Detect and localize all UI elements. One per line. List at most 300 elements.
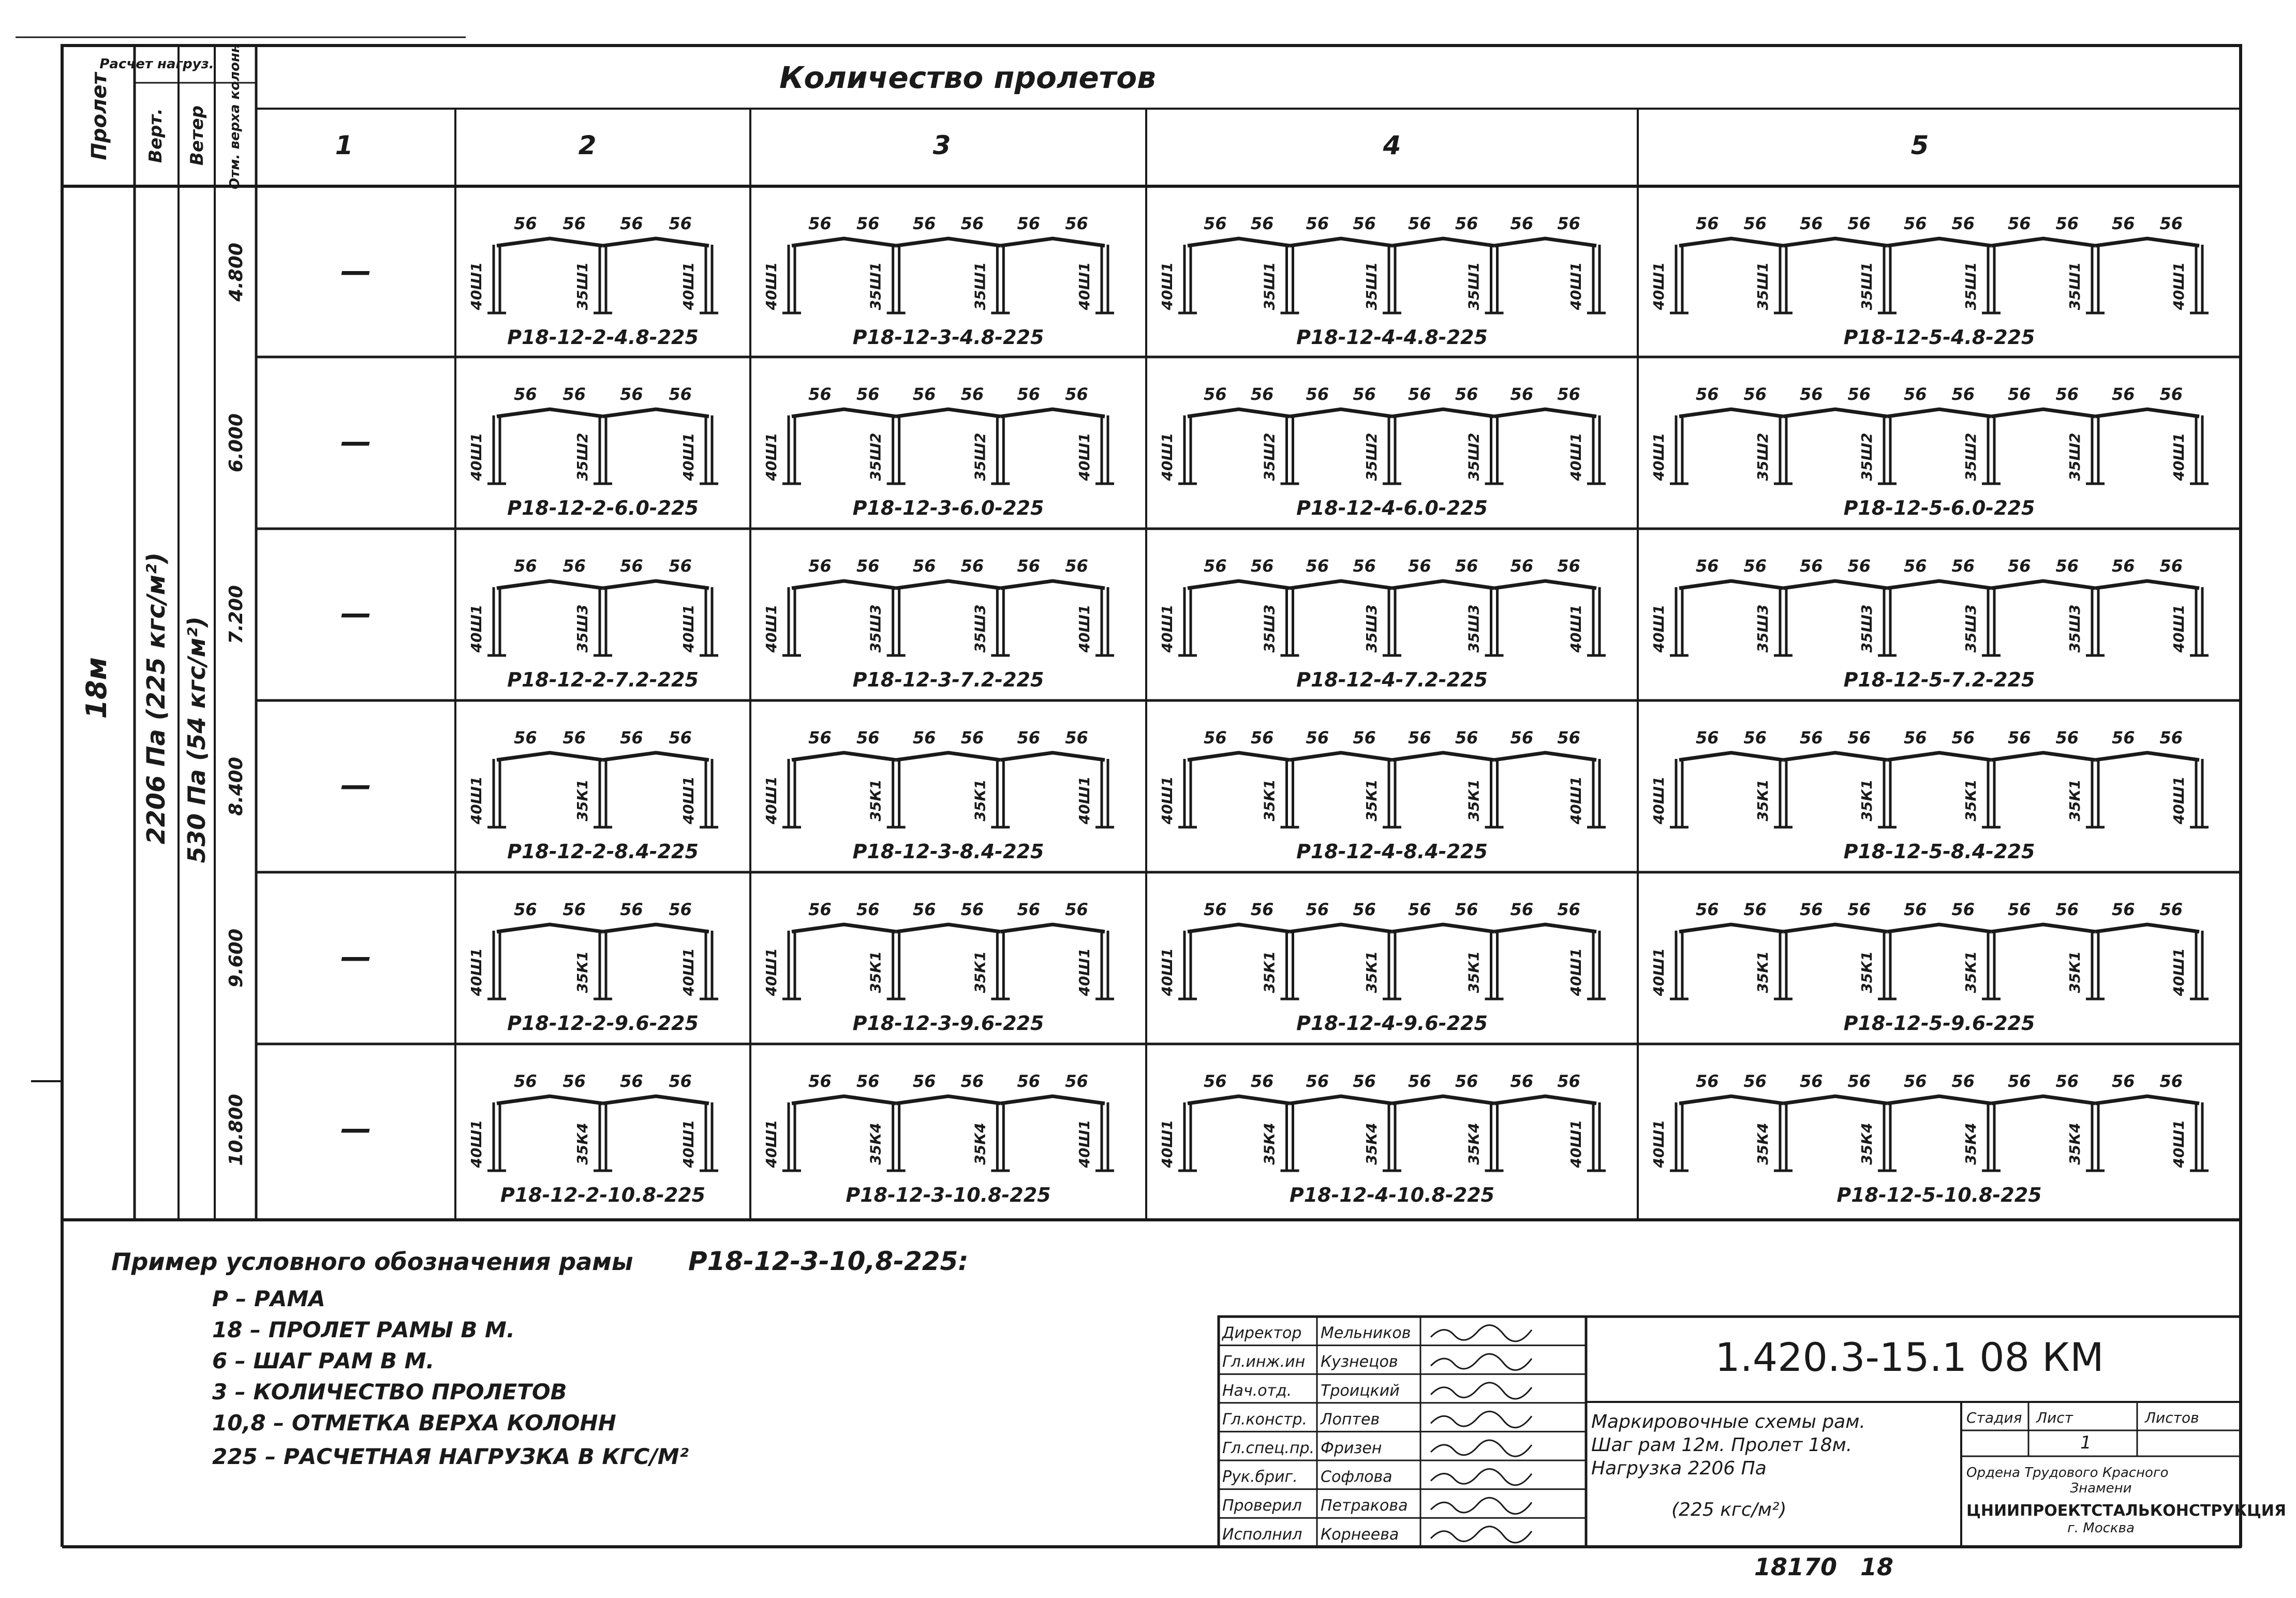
inner-column-label: 35К4 (1261, 1123, 1278, 1165)
inner-column-label: 35Ш1 (867, 262, 884, 310)
inner-column-label: 35К4 (574, 1123, 591, 1165)
beam-label: 56 (1800, 1071, 1823, 1091)
beam-label: 56 (1455, 1071, 1478, 1091)
outer-column-label: 40Ш1 (1076, 948, 1093, 996)
col-wind-header: Ветер (187, 105, 208, 166)
beam-label: 56 (808, 728, 832, 748)
roof-beam (1290, 581, 1393, 588)
inner-column-label: 35Ш3 (971, 604, 989, 653)
beam-label: 56 (514, 900, 537, 919)
beam-label: 56 (2055, 728, 2079, 748)
roof-beam (497, 753, 603, 760)
beam-label: 56 (1250, 556, 1274, 576)
outer-column-label: 40Ш1 (468, 262, 485, 310)
roof-beam (1783, 1096, 1887, 1103)
roof-beam (1783, 409, 1887, 416)
frame-label: P18-12-5-4.8-225 (1843, 326, 2035, 349)
sheet-description-4: (225 кгс/м²) (1671, 1499, 1787, 1520)
beam-label: 56 (1065, 214, 1088, 233)
org-name: ЦНИИПРОЕКТСТАЛЬКОНСТРУКЦИЯ (1966, 1502, 2287, 1520)
page-number: 18 (1860, 1553, 1894, 1581)
beam-label: 56 (1353, 214, 1376, 233)
beam-label: 56 (1204, 556, 1227, 576)
beam-label: 56 (912, 1071, 936, 1091)
roof-beam (2095, 1096, 2199, 1103)
org-city: г. Москва (2067, 1520, 2135, 1536)
frame-label: P18-12-4-7.2-225 (1296, 668, 1488, 691)
beam-label: 56 (1065, 1071, 1088, 1091)
frame-scheme (468, 728, 718, 863)
beam-label: 56 (1353, 900, 1376, 919)
beam-label: 56 (1306, 556, 1329, 576)
outer-column-label: 40Ш1 (1567, 1119, 1584, 1168)
inner-column-label: 35К1 (867, 779, 884, 822)
stamp-name: Корнеева (1321, 1525, 1399, 1544)
inner-column-label: 35К1 (2066, 779, 2083, 822)
beam-label: 56 (1353, 384, 1376, 404)
beam-label: 56 (1847, 214, 1871, 233)
beam-label: 56 (1951, 728, 1975, 748)
column-top-mark: 6.000 (226, 413, 247, 472)
roof-beam (1679, 924, 1783, 932)
beam-label: 56 (1510, 214, 1534, 233)
beam-label: 56 (960, 728, 984, 748)
beam-label: 56 (1510, 900, 1534, 919)
roof-beam (1188, 1096, 1290, 1103)
beam-label: 56 (808, 384, 832, 404)
column-top-mark: 8.400 (226, 757, 247, 816)
inner-column-label: 35К4 (867, 1123, 884, 1165)
beam-label: 56 (1408, 1071, 1431, 1091)
beam-label: 56 (960, 1071, 984, 1091)
beam-label: 56 (1800, 384, 1823, 404)
beam-label: 56 (1904, 556, 1927, 576)
col-vert-header: Верт. (145, 108, 166, 163)
roof-beam (896, 581, 1001, 588)
roof-beam (603, 409, 709, 416)
outer-column-label: 40Ш1 (1650, 948, 1667, 996)
outer-column-label: 40Ш1 (1159, 776, 1176, 825)
beam-label: 56 (1353, 728, 1376, 748)
beam-label: 56 (1510, 1071, 1534, 1091)
beam-label: 56 (856, 1071, 880, 1091)
beam-label: 56 (1510, 728, 1534, 748)
roof-beam (1679, 409, 1783, 416)
frame-label: P18-12-5-10.8-225 (1836, 1184, 2042, 1206)
inner-column-label: 35Ш2 (574, 432, 591, 481)
roof-beam (1000, 753, 1105, 760)
span-count-2: 2 (578, 130, 597, 160)
inner-column-label: 35К1 (971, 779, 989, 822)
beam-label: 56 (620, 556, 643, 576)
beam-label: 56 (1904, 900, 1927, 919)
legend-line: P – РАМА (212, 1286, 325, 1311)
roof-beam (792, 924, 896, 932)
beam-label: 56 (2159, 556, 2183, 576)
inner-column-label: 35Ш2 (1261, 432, 1278, 481)
beam-label: 56 (1017, 214, 1041, 233)
beam-label: 56 (1743, 384, 1767, 404)
beam-label: 56 (2112, 384, 2135, 404)
inner-column-label: 35Ш1 (1962, 262, 1979, 310)
frame-scheme (1159, 1071, 1606, 1206)
col-calc-header: Расчет нагруз. (99, 56, 214, 72)
stamp-name: Лоптев (1321, 1410, 1380, 1429)
beam-label: 56 (1306, 384, 1329, 404)
beam-label: 56 (1353, 1071, 1376, 1091)
roof-beam (1991, 581, 2095, 588)
beam-label: 56 (1951, 214, 1975, 233)
inner-column-label: 35К1 (1465, 951, 1483, 993)
outer-column-label: 40Ш1 (1159, 1119, 1176, 1168)
span-count-4: 4 (1383, 130, 1401, 160)
beam-label: 56 (2055, 384, 2079, 404)
frame-label: P18-12-3-10.8-225 (846, 1184, 1051, 1206)
beam-label: 56 (620, 384, 643, 404)
outer-column-label: 40Ш1 (680, 604, 697, 653)
legend-line: 6 – ШАГ РАМ В М. (212, 1348, 435, 1373)
frame-scheme (1159, 728, 1606, 863)
frame-scheme (1159, 384, 1606, 519)
stamp-role: Гл.констр. (1222, 1410, 1308, 1429)
legend (111, 1246, 968, 1469)
frame-scheme (1650, 1071, 2209, 1206)
frame-row (226, 214, 2209, 349)
legend-line: 18 – ПРОЛЕТ РАМЫ В М. (212, 1317, 515, 1342)
outer-column-label: 40Ш1 (1076, 776, 1093, 825)
beam-label: 56 (1800, 214, 1823, 233)
stage-header: Стадия (1966, 1409, 2022, 1426)
beam-label: 56 (1306, 900, 1329, 919)
beam-label: 56 (1743, 556, 1767, 576)
inner-column-label: 35К1 (1858, 951, 1875, 993)
vertical-load: 2206 Па (225 кгс/м²) (142, 552, 171, 845)
inner-column-label: 35К1 (1754, 951, 1771, 993)
stamp-name: Троицкий (1321, 1381, 1400, 1400)
inner-column-label: 35К4 (1465, 1123, 1483, 1165)
outer-column-label: 40Ш1 (468, 432, 485, 481)
stamp-name: Фризен (1321, 1439, 1382, 1457)
inner-column-label: 35К4 (1754, 1123, 1771, 1165)
frame-scheme (468, 900, 718, 1035)
legend-title: Пример условного обозначения рамы (111, 1248, 633, 1276)
outer-column-label: 40Ш1 (1159, 432, 1176, 481)
span-count-5: 5 (1910, 130, 1929, 160)
beam-label: 56 (1800, 900, 1823, 919)
beam-label: 56 (2055, 214, 2079, 233)
roof-beam (1392, 581, 1494, 588)
frame-label: P18-12-4-6.0-225 (1296, 497, 1488, 519)
beam-label: 56 (1455, 556, 1478, 576)
beam-label: 56 (669, 728, 692, 748)
beam-label: 56 (1696, 556, 1719, 576)
beam-label: 56 (514, 1071, 537, 1091)
beam-label: 56 (1250, 214, 1274, 233)
beam-label: 56 (1510, 556, 1534, 576)
inner-column-label: 35К1 (971, 951, 989, 993)
beam-label: 56 (1455, 214, 1478, 233)
beam-label: 56 (2008, 384, 2031, 404)
beam-label: 56 (2112, 728, 2135, 748)
beam-label: 56 (1455, 728, 1478, 748)
outer-column-label: 40Ш1 (468, 1119, 485, 1168)
beam-label: 56 (620, 728, 643, 748)
roof-beam (1887, 1096, 1991, 1103)
roof-beam (1290, 1096, 1393, 1103)
frame-scheme (763, 900, 1114, 1035)
beam-label: 56 (1800, 556, 1823, 576)
no-frame-dash: — (340, 767, 372, 803)
table-header (87, 43, 1929, 189)
beam-label: 56 (1408, 214, 1431, 233)
beam-label: 56 (1065, 900, 1088, 919)
roof-beam (1392, 753, 1494, 760)
roof-beam (603, 924, 709, 932)
beam-label: 56 (1904, 214, 1927, 233)
roof-beam (1887, 409, 1991, 416)
signature (1431, 1527, 1532, 1543)
roof-beam (2095, 581, 2199, 588)
wind-load: 530 Па (54 кгс/м²) (183, 616, 211, 863)
frame-label: P18-12-2-9.6-225 (507, 1012, 699, 1035)
outer-column-label: 40Ш1 (1567, 948, 1584, 996)
stamp-name: Мельников (1321, 1324, 1411, 1342)
beam-label: 56 (1017, 900, 1041, 919)
roof-beam (1290, 409, 1393, 416)
inner-column-label: 35Ш3 (1465, 604, 1483, 653)
beam-label: 56 (1951, 384, 1975, 404)
beam-label: 56 (1306, 1071, 1329, 1091)
inner-column-label: 35Ш1 (1858, 262, 1875, 310)
beam-label: 56 (1743, 900, 1767, 919)
roof-beam (896, 924, 1001, 932)
spans-title: Количество пролетов (779, 60, 1156, 95)
col-mark-header: Отм. верха колонн (227, 43, 243, 189)
frame-scheme (763, 1071, 1114, 1206)
beam-label: 56 (2055, 900, 2079, 919)
beam-label: 56 (1204, 900, 1227, 919)
beam-label: 56 (1408, 556, 1431, 576)
sheets-header: Листов (2145, 1409, 2199, 1426)
beam-label: 56 (1065, 556, 1088, 576)
column-top-mark: 7.200 (226, 585, 247, 644)
outer-column-label: 40Ш1 (2170, 604, 2187, 653)
beam-label: 56 (912, 384, 936, 404)
beam-label: 56 (1951, 900, 1975, 919)
inner-column-label: 35Ш2 (1858, 432, 1875, 481)
beam-label: 56 (562, 900, 586, 919)
beam-label: 56 (2159, 900, 2183, 919)
beam-label: 56 (669, 1071, 692, 1091)
inner-column-label: 35К4 (1858, 1123, 1875, 1165)
frame-scheme (468, 556, 718, 691)
beam-label: 56 (669, 900, 692, 919)
beam-label: 56 (808, 1071, 832, 1091)
beam-label: 56 (1696, 384, 1719, 404)
frame-label: P18-12-4-4.8-225 (1296, 326, 1488, 349)
beam-label: 56 (2112, 556, 2135, 576)
frame-scheme (1650, 384, 2209, 519)
beam-label: 56 (1847, 728, 1871, 748)
roof-beam (1494, 753, 1597, 760)
inner-column-label: 35К1 (574, 951, 591, 993)
roof-beam (1783, 924, 1887, 932)
inner-column-label: 35Ш3 (1754, 604, 1771, 653)
roof-beam (497, 924, 603, 932)
inner-column-label: 35Ш2 (1754, 432, 1771, 481)
beam-label: 56 (2008, 556, 2031, 576)
roof-beam (603, 1096, 709, 1103)
roof-beam (1494, 924, 1597, 932)
beam-label: 56 (808, 900, 832, 919)
frame-label: P18-12-5-8.4-225 (1843, 840, 2035, 863)
beam-label: 56 (1250, 728, 1274, 748)
inner-column-label: 35Ш3 (2066, 604, 2083, 653)
inner-column-label: 35Ш3 (867, 604, 884, 653)
legend-line: 225 – РАСЧЕТНАЯ НАГРУЗКА В КГС/М² (212, 1444, 689, 1469)
beam-label: 56 (1557, 214, 1580, 233)
frame-scheme (763, 214, 1114, 349)
beam-label: 56 (1306, 728, 1329, 748)
no-frame-dash: — (340, 1111, 372, 1147)
no-frame-dash: — (340, 939, 372, 975)
inner-column-label: 35Ш3 (1261, 604, 1278, 653)
org-line-1: Ордена Трудового Красного (1966, 1465, 2169, 1481)
roof-beam (1887, 753, 1991, 760)
roof-beam (1000, 581, 1105, 588)
roof-beam (1290, 753, 1393, 760)
frame-label: P18-12-2-8.4-225 (507, 840, 699, 863)
frame-scheme (1159, 556, 1606, 691)
roof-beam (792, 753, 896, 760)
beam-label: 56 (2159, 384, 2183, 404)
beam-label: 56 (2055, 556, 2079, 576)
no-frame-dash: — (340, 424, 372, 460)
beam-label: 56 (620, 1071, 643, 1091)
beam-label: 56 (1455, 384, 1478, 404)
org-line-2: Знамени (2070, 1481, 2132, 1496)
frame-label: P18-12-2-4.8-225 (507, 326, 699, 349)
frame-scheme (468, 384, 718, 519)
outer-column-label: 40Ш1 (1567, 776, 1584, 825)
beam-label: 56 (912, 900, 936, 919)
sheet-header: Лист (2036, 1409, 2073, 1426)
legend-line: 10,8 – ОТМЕТКА ВЕРХА КОЛОНН (212, 1410, 616, 1436)
outer-column-label: 40Ш1 (1567, 262, 1584, 310)
beam-label: 56 (1696, 214, 1719, 233)
beam-label: 56 (1017, 384, 1041, 404)
outer-column-label: 40Ш1 (1159, 948, 1176, 996)
inner-column-label: 35Ш2 (971, 432, 989, 481)
inner-column-label: 35Ш1 (1465, 262, 1483, 310)
inner-column-label: 35К1 (1962, 779, 1979, 822)
roof-beam (497, 409, 603, 416)
beam-label: 56 (2008, 900, 2031, 919)
beam-label: 56 (1065, 728, 1088, 748)
signature (1431, 1383, 1532, 1399)
frame-rows (226, 214, 2209, 1206)
roof-beam (792, 409, 896, 416)
beam-label: 56 (1800, 728, 1823, 748)
inner-column-label: 35К1 (1858, 779, 1875, 822)
beam-label: 56 (1510, 384, 1534, 404)
beam-label: 56 (2112, 214, 2135, 233)
frame-label: P18-12-3-8.4-225 (852, 840, 1044, 863)
beam-label: 56 (1904, 728, 1927, 748)
roof-beam (497, 581, 603, 588)
outer-column-label: 40Ш1 (1567, 432, 1584, 481)
beam-label: 56 (514, 556, 537, 576)
outer-column-label: 40Ш1 (2170, 262, 2187, 310)
frame-label: P18-12-5-6.0-225 (1843, 497, 2035, 519)
beam-label: 56 (1696, 900, 1719, 919)
beam-label: 56 (1904, 1071, 1927, 1091)
inner-column-label: 35К1 (2066, 951, 2083, 993)
inner-column-label: 35Ш2 (2066, 432, 2083, 481)
stamp-name: Софлова (1321, 1468, 1393, 1486)
frame-scheme (1650, 900, 2209, 1035)
beam-label: 56 (808, 556, 832, 576)
outer-column-label: 40Ш1 (1650, 1119, 1667, 1168)
inner-column-label: 35Ш3 (1363, 604, 1380, 653)
beam-label: 56 (1017, 556, 1041, 576)
signature (1431, 1498, 1532, 1514)
roof-beam (1000, 924, 1105, 932)
beam-label: 56 (1696, 1071, 1719, 1091)
outer-column-label: 40Ш1 (1076, 604, 1093, 653)
beam-label: 56 (912, 728, 936, 748)
frame-label: P18-12-2-10.8-225 (500, 1184, 706, 1206)
beam-label: 56 (1408, 900, 1431, 919)
inventory-number: 18170 (1754, 1553, 1838, 1581)
outer-column-label: 40Ш1 (2170, 948, 2187, 996)
beam-label: 56 (669, 214, 692, 233)
outer-column-label: 40Ш1 (680, 262, 697, 310)
roof-beam (1494, 1096, 1597, 1103)
inner-column-label: 35К1 (1261, 951, 1278, 993)
outer-column-label: 40Ш1 (468, 948, 485, 996)
roof-beam (1188, 238, 1290, 246)
roof-beam (1494, 238, 1597, 246)
frame-label: P18-12-3-6.0-225 (852, 497, 1044, 519)
beam-label: 56 (1557, 556, 1580, 576)
roof-beam (1188, 924, 1290, 932)
inner-column-label: 35Ш2 (1363, 432, 1380, 481)
outer-column-label: 40Ш1 (2170, 776, 2187, 825)
beam-label: 56 (808, 214, 832, 233)
beam-label: 56 (2055, 1071, 2079, 1091)
beam-label: 56 (1017, 728, 1041, 748)
roof-beam (1000, 238, 1105, 246)
outer-column-label: 40Ш1 (1076, 1119, 1093, 1168)
col-span-header: Пролет (87, 72, 111, 160)
legend-example: P18-12-3-10,8-225: (688, 1246, 969, 1276)
frame-scheme (468, 1071, 718, 1206)
beam-label: 56 (2159, 214, 2183, 233)
stamp-role: Нач.отд. (1222, 1381, 1292, 1400)
inner-column-label: 35Ш1 (1754, 262, 1771, 310)
beam-label: 56 (1951, 556, 1975, 576)
beam-label: 56 (856, 728, 880, 748)
stamp-role: Проверил (1222, 1497, 1302, 1515)
roof-beam (1392, 409, 1494, 416)
beam-label: 56 (1557, 384, 1580, 404)
beam-label: 56 (1065, 384, 1088, 404)
beam-label: 56 (1696, 728, 1719, 748)
roof-beam (1783, 581, 1887, 588)
span-count-3: 3 (932, 130, 951, 160)
outer-column-label: 40Ш1 (763, 776, 780, 825)
